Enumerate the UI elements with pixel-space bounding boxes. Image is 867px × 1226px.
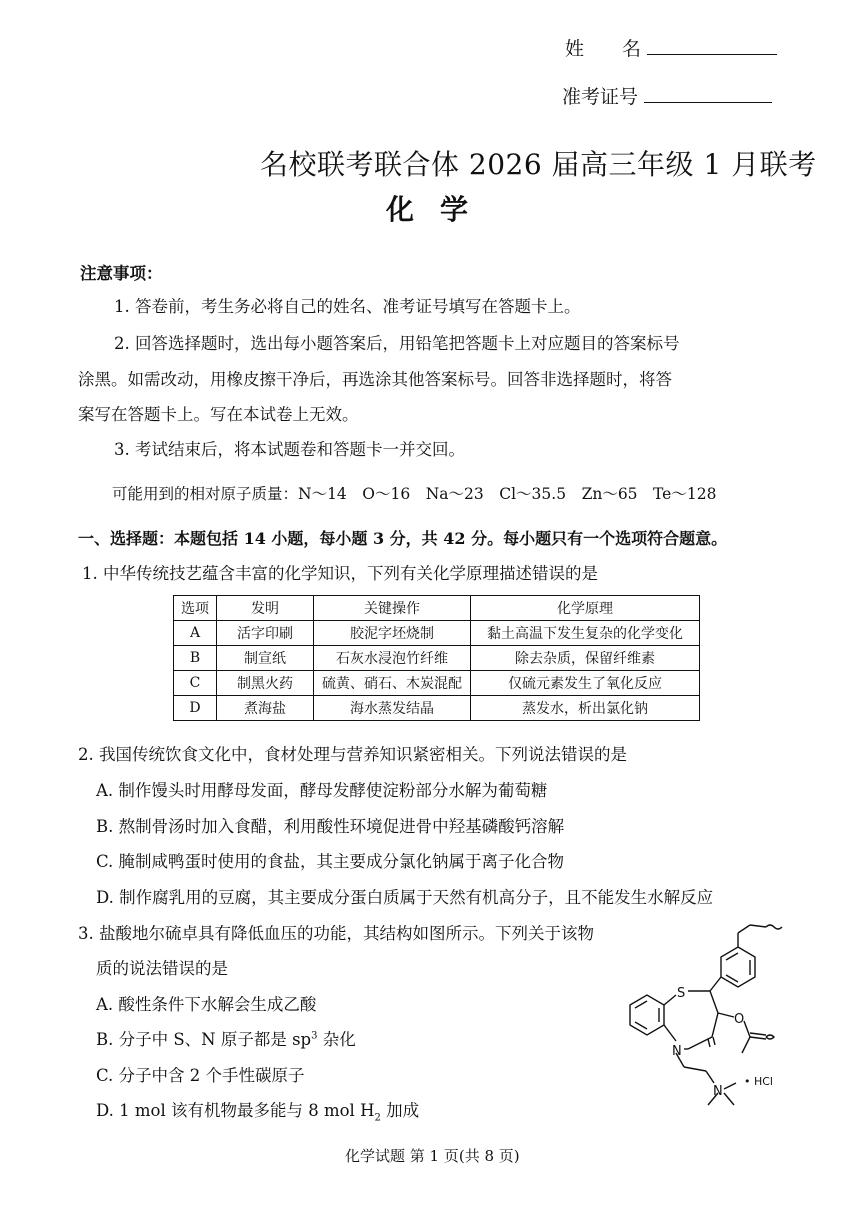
table-row <box>174 646 700 671</box>
bond-line <box>706 1071 714 1083</box>
exam-id-blank-line[interactable] <box>644 82 772 103</box>
table-cell: A <box>174 621 217 646</box>
bond-line <box>710 991 718 1013</box>
q2-option-b: B. 熬制骨汤时加入食醋，利用酸性环境促进骨中羟基磷酸钙溶解 <box>96 817 565 836</box>
notice-heading: 注意事项： <box>80 264 163 283</box>
bond-line <box>750 925 766 927</box>
table-header: 发明 <box>217 596 314 621</box>
table-cell: 海水蒸发结晶 <box>314 696 471 721</box>
q3-option-c: C. 分子中含 2 个手性碳原子 <box>96 1066 305 1085</box>
table-cell: 黏土高温下发生复杂的化学变化 <box>471 621 700 646</box>
q2-stem: 2. 我国传统饮食文化中，食材处理与营养知识紧密相关。下列说法错误的是 <box>78 745 627 764</box>
sulfur-label: S <box>677 986 686 1001</box>
q3-option-b <box>96 1026 356 1050</box>
table-header: 选项 <box>174 596 217 621</box>
q3-option-d-subscript: 2 <box>374 1112 381 1124</box>
name-label: 姓 名 <box>565 38 642 60</box>
bond-line <box>684 1067 706 1071</box>
hcl-label: • HCl <box>744 1075 773 1088</box>
bond-line <box>664 995 676 1005</box>
q3-option-d <box>96 1097 419 1123</box>
bond-line <box>713 1037 715 1045</box>
bond-line <box>750 1037 766 1039</box>
table-header-row <box>174 596 700 621</box>
exam-title: 名校联考联合体 2026 届高三年级 1 月联考 <box>260 148 817 181</box>
table-cell: 蒸发水，析出氯化钠 <box>471 696 700 721</box>
acetoxy-oxygen-mark <box>766 1035 774 1039</box>
q3-option-b-superscript: 3 <box>311 1030 318 1042</box>
bond-line <box>664 1025 676 1041</box>
table-cell: 活字印刷 <box>217 621 314 646</box>
q3-option-d-text: D. 1 mol 该有机物最多能与 8 mol H <box>96 1101 375 1120</box>
name-blank-line[interactable] <box>647 34 777 55</box>
bond-line <box>738 925 750 933</box>
q2-option-c: C. 腌制咸鸭蛋时使用的食盐，其主要成分氯化钠属于离子化合物 <box>96 852 565 871</box>
table-cell: 仅硫元素发生了氧化反应 <box>471 671 700 696</box>
q3-option-d-suffix: 加成 <box>380 1101 420 1120</box>
section-1-heading: 一、选择题：本题包括 14 小题，每小题 3 分，共 42 分。每小题只有一个选项符合题意。 <box>78 529 728 548</box>
notice-item-1: 1. 答卷前，考生务必将自己的姓名、准考证号填写在答题卡上。 <box>114 297 581 316</box>
table-cell: D <box>174 696 217 721</box>
q1-table <box>173 595 700 721</box>
name-field <box>565 34 777 61</box>
table-cell: 石灰水浸泡竹纤维 <box>314 646 471 671</box>
table-cell: 制黑火药 <box>217 671 314 696</box>
table-cell: 除去杂质，保留纤维素 <box>471 646 700 671</box>
table-row <box>174 671 700 696</box>
bond-line <box>724 1083 736 1089</box>
bond-line <box>635 1001 647 1008</box>
q3-stem-line-1: 3. 盐酸地尔硫卓具有降低血压的功能，其结构如图所示。下列关于该物 <box>78 924 594 943</box>
table-header: 化学原理 <box>471 596 700 621</box>
q3-option-b-suffix: 杂化 <box>317 1030 356 1049</box>
methoxy-oxygen-mark <box>766 925 782 929</box>
bond-line <box>710 977 721 991</box>
acetoxy-oxygen-label: O <box>734 1012 745 1027</box>
table-cell: B <box>174 646 217 671</box>
bond-line <box>708 1039 710 1047</box>
ring-nitrogen-label: N <box>672 1044 682 1059</box>
bond-line <box>712 1013 718 1037</box>
notice-item-2-line-3: 案写在答题卡上。写在本试卷上无效。 <box>78 405 359 424</box>
bond-line <box>718 1013 734 1017</box>
table-cell: 胶泥字坯烧制 <box>314 621 471 646</box>
notice-item-2-line-2: 涂黑。如需改动，用橡皮擦干净后，再选涂其他答案标号。回答非选择题时，将答 <box>78 370 672 389</box>
q3-option-b-text: B. 分子中 S、N 原子都是 sp <box>96 1030 312 1049</box>
bond-line <box>724 1093 734 1105</box>
subject-title: 化学 <box>386 193 495 226</box>
bond-line <box>744 1021 750 1037</box>
amine-nitrogen-label: N <box>713 1084 723 1099</box>
table-row <box>174 621 700 646</box>
table-cell: 硫黄、硝石、木炭混配 <box>314 671 471 696</box>
bond-line <box>750 1033 766 1035</box>
table-cell: 制宣纸 <box>217 646 314 671</box>
bond-line <box>742 1037 750 1053</box>
q3-stem-line-2: 质的说法错误的是 <box>96 959 228 978</box>
bond-line <box>635 1022 647 1029</box>
q1-stem: 1. 中华传统技艺蕴含丰富的化学知识，下列有关化学原理描述错误的是 <box>82 564 598 583</box>
table-cell: 煮海盐 <box>217 696 314 721</box>
exam-id-field <box>562 82 772 109</box>
exam-id-label: 准考证号 <box>562 86 639 108</box>
notice-item-2-line-1: 2. 回答选择题时，选出每小题答案后，用铅笔把答题卡上对应题目的答案标号 <box>114 334 680 353</box>
table-header: 关键操作 <box>314 596 471 621</box>
table-cell: C <box>174 671 217 696</box>
notice-item-3: 3. 考试结束后，将本试题卷和答题卡一并交回。 <box>114 440 465 459</box>
q2-option-a: A. 制作馒头时用酵母发面，酵母发酵使淀粉部分水解为葡萄糖 <box>96 781 548 800</box>
table-row <box>174 696 700 721</box>
bond-line <box>726 953 738 960</box>
q3-option-a: A. 酸性条件下水解会生成乙酸 <box>96 995 317 1014</box>
atomic-masses: 可能用到的相对原子质量：N～14 O～16 Na～23 Cl～35.5 Zn～65 Te～128 <box>112 485 717 503</box>
page-footer: 化学试题 第 1 页(共 8 页) <box>345 1147 520 1165</box>
q3-molecular-structure <box>600 905 800 1125</box>
q2-option-d: D. 制作腐乳用的豆腐，其主要成分蛋白质属于天然有机高分子，且不能发生水解反应 <box>96 888 714 907</box>
